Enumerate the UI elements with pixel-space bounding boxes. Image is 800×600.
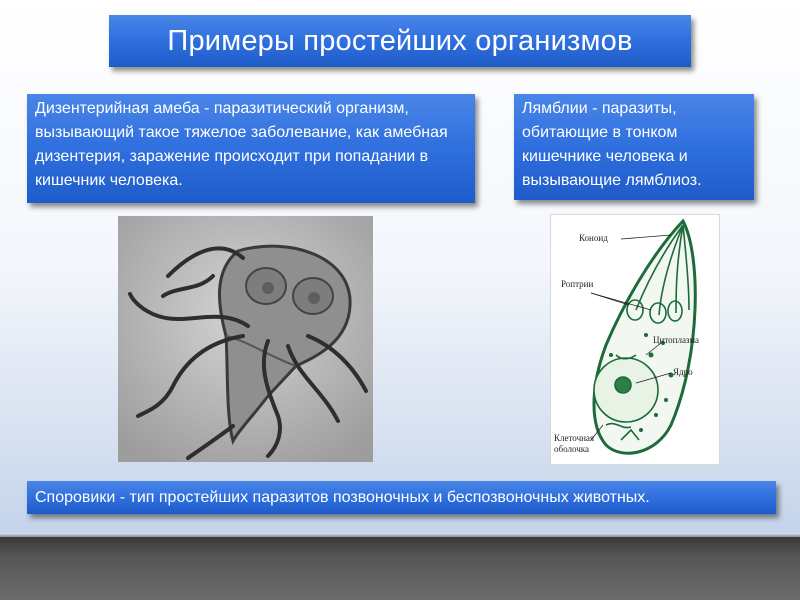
label-cytoplasm: Цитоплазма xyxy=(653,335,699,345)
label-nucleus: Ядро xyxy=(673,367,693,377)
amoeba-description: Дизентерийная амеба - паразитический организм, вызывающий такое тяжелое заболевание, как амебная дизентерия, заражение происходит при попадании в кишечник человека. xyxy=(27,94,475,203)
label-cell-wall-2: оболочка xyxy=(554,444,589,454)
lamblia-description: Лямблии - паразиты, обитающие в тонком кишечнике человека и вызывающие лямблиоз. xyxy=(514,94,754,200)
sporozoite-diagram xyxy=(550,214,720,465)
floor-band xyxy=(0,537,800,600)
label-conoid: Коноид xyxy=(579,233,608,243)
giardia-photo xyxy=(118,216,373,462)
label-rhoptries: Роптрии xyxy=(561,279,594,289)
sporozoa-description: Споровики - тип простейших паразитов позвоночных и беспозвоночных животных. xyxy=(27,481,776,514)
label-cell-wall-1: Клеточная xyxy=(554,433,595,443)
slide-title: Примеры простейших организмов xyxy=(109,15,691,67)
